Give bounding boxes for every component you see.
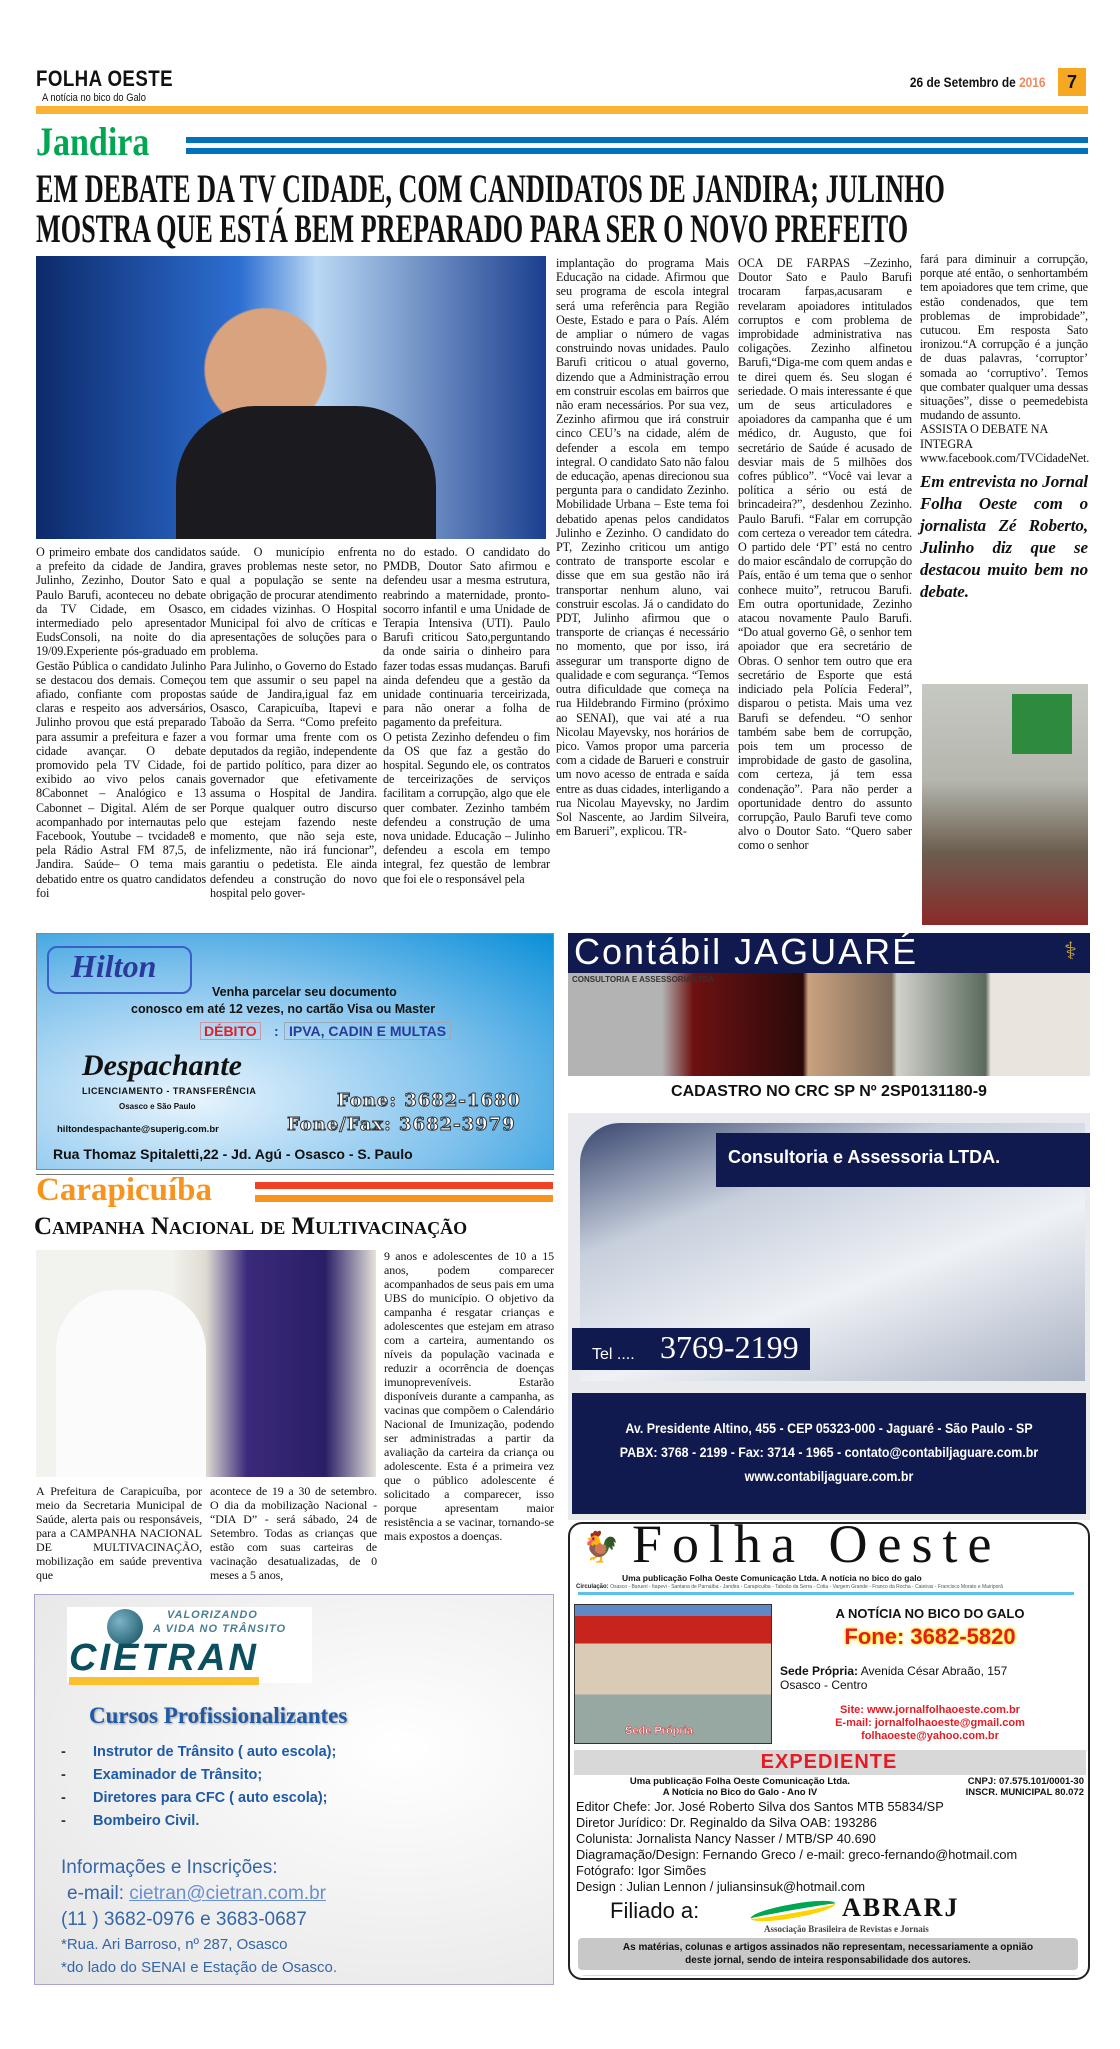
address: Rua Thomaz Spitaletti,22 - Jd. Agú - Osasco - S. Paulo xyxy=(53,1146,413,1162)
paragraph: Para Julinho, o Governo do Estado tem que assumir o seu papel na saúde de Jandira,igual faz em Osasco, Carapicuíba, Itapevi e Taboão da Serra. “Como prefeito vou formar uma frente com os deputados da região, independente de partido político, para dizer ao governador que efetivamente assuma o Hospital de Jandira. Porque qualquer outro discurso que estejam fazendo neste momento, que não seja este, infelizmente, não irá funcionar”, garantiu o pedetista. Ele ainda defendeu a construção do novo hospital pelo gover- xyxy=(210,658,377,900)
section-title-jandira: Jandira xyxy=(36,119,150,164)
tel-label: Tel .... xyxy=(592,1346,635,1363)
wall-painting xyxy=(1012,694,1072,754)
contact[interactable]: PABX: 3768 - 2199 - Fax: 3714 - 1965 - contato@contabiljaguare.com.br xyxy=(619,1445,1039,1460)
web-contacts xyxy=(780,1704,1080,1743)
email[interactable]: hiltondespachante@superig.com.br xyxy=(57,1124,219,1135)
contact-info xyxy=(61,1855,337,1979)
newspaper-tagline: A notícia no bico do Galo xyxy=(42,92,146,104)
ad-text: Venha parcelar seu documento xyxy=(212,985,397,999)
ad-text: conosco em até 12 vezes, no cartão Visa ou Master xyxy=(131,1002,436,1016)
issue-date xyxy=(910,74,1046,90)
crc-number: CADASTRO NO CRC SP Nº 2SP0131180-9 xyxy=(671,1083,987,1100)
page-number: 7 xyxy=(1058,68,1086,96)
article-column-5 xyxy=(738,256,912,853)
banner-photos xyxy=(568,973,1090,1076)
interview-photo xyxy=(922,684,1088,925)
cietran-ad xyxy=(34,1594,554,1985)
article-column-2 xyxy=(210,545,377,900)
photo-label: Sede Própria xyxy=(625,1725,693,1737)
address: *Rua. Ari Barroso, nº 287, Osasco xyxy=(61,1936,288,1953)
contact-lines xyxy=(593,1417,1066,1489)
headline-line-2: MOSTRA QUE ESTÁ BEM PREPARADO PARA SER O NOVO PREFEITO xyxy=(36,206,909,251)
slogan: VALORIZANDO xyxy=(167,1609,258,1621)
company-name: Contábil JAGUARÉ xyxy=(574,933,919,972)
vaccination-photo xyxy=(36,1250,376,1477)
staff-item: Fotógrafo: Igor Simões xyxy=(576,1863,707,1878)
course-item: - Bombeiro Civil. xyxy=(61,1813,200,1829)
headquarters-photo xyxy=(574,1604,772,1744)
circulation-line: Circulação: Osasco - Barueri - Itapevi - Santana de Parnaíba - Jandira - Carapicuíba - Taboão da Serra - Cotia - Vargem Grande - Franco da Rocha - Caieiras - Francisco Morato e Mairiporã xyxy=(576,1584,1003,1590)
services: LICENCIAMENTO - TRANSFERÊNCIA xyxy=(82,1086,257,1096)
phone: Fone: 3682-1680 xyxy=(337,1090,521,1111)
phones: (11 ) 3682-0976 e 3683-0687 xyxy=(61,1909,307,1930)
email-link[interactable]: folhaoeste@yahoo.com.br xyxy=(861,1730,999,1742)
rooster-icon: 🐓 xyxy=(582,1531,620,1564)
courses-title: Cursos Profissionalizantes xyxy=(89,1703,348,1728)
paragraph: O primeiro embate dos candidatos a prefeito da cidade de Jandira, Julinho, Zezinho, Doutor Sato e Paulo Barufi, aconteceu no debate da TV Cidade, em Osasco, intermediado pelo apresentador EudsConsoli, na noite do dia 19/09.Experiente pós-graduado em Gestão Pública o candidato Julinho se destacou dos demais. Começou afiado, confiante com propostas claras e respeito aos adversários, Julinho provou que está preparado para assumir a prefeitura e fazer a cidade avançar. O debate promovido pela TV Cidade, foi exibido ao vivo pelos canais 8Cabonnet – Analógico e 13 Cabonnet – Digital. Além de ser acompanhado por internautas pelo Facebook, Youtube – tvcidade8 e pela Rádio Astral FM 87,5, de Jandira. Saúde– O tema mais debatido entre os quatro candidatos foi xyxy=(36,545,206,900)
expediente-title: EXPEDIENTE xyxy=(760,1751,898,1773)
carapicuiba-headline: Campanha Nacional de Multivacinação xyxy=(34,1213,468,1240)
article-column-c: 9 anos e adolescentes de 10 a 15 anos, podem comparecer acompanhados de seus pais em uma UBS do município. O objetivo da campanha é resgatar crianças e adolescentes que estejam em atraso com a carteira, aumentando os níveis da população vacinada e reduzir a ocorrência de doenças imunopreveníveis. Estarão disponíveis durante a campanha, as vacinas que compõem o Calendário Nacional de Imunização, podendo ser administradas a partir da avaliação da carteira da criança ou adolescente. Esta é a primeira vez que o público adolescente é solicitado a comparecer, isso porque apresentam maior resistência a se vacinar, tornando-se mais expostos a doenças. xyxy=(384,1249,554,1543)
site-link[interactable]: Site: www.jornalfolhaoeste.com.br xyxy=(840,1704,1020,1716)
phone: Fone: 3682-5820 xyxy=(844,1624,1016,1649)
course-list xyxy=(61,1741,336,1833)
slogan: A VIDA NO TRÂNSITO xyxy=(153,1623,287,1635)
address: Av. Presidente Altino, 455 - CEP 05323-000 - Jaguaré - São Paulo - SP xyxy=(625,1421,1033,1436)
course-item: - Instrutor de Trânsito ( auto escola); xyxy=(61,1744,337,1760)
sede: Sede Própria: Avenida César Abraão, 157 Osasco - Centro xyxy=(780,1664,1008,1692)
hilton-ad xyxy=(36,933,554,1170)
header-rule xyxy=(36,106,1088,114)
staff-list xyxy=(576,1799,1017,1895)
article-column-3 xyxy=(383,545,550,886)
article-column-6 xyxy=(920,252,1088,603)
hilton-logo: Hilton xyxy=(47,946,192,994)
company-subtitle: CONSULTORIA E ASSESSORIA LTDA xyxy=(572,975,715,984)
section-rule xyxy=(186,148,1088,154)
newspaper-logo: FOLHA OESTE xyxy=(36,66,173,91)
despachante-logo: Despachante xyxy=(82,1049,242,1082)
paragraph: O petista Zezinho defendeu o fim da OS que faz a gestão do hospital. Segundo ele, os contratos de terceirizações de serviços facilitam a corrupção, algo que ele quer combater. Zezinho também defendeu a construção de uma nova unidade. Educação – Julinho defendeu a escola em tempo integral, fez questão de lembrar que foi ele o responsável pela xyxy=(383,729,550,886)
paragraph: implantação do programa Mais Educação na cidade. Afirmou que seu programa de escola integral será uma referência para Região Oeste, Estado e para o País. Além de ampliar o número de vagas construindo novas unidades. Paulo Barufi criticou o atual governo, dizendo que a Administração errou em construir escolas em bairros que não eram necessários. Por sua vez, Zezinho afirmou que irá construir cinco CEU’s na cidade, além de defender a escola em tempo integral. O candidato Sato não falou de educação, apenas direcionou sua pergunta para o candidato Zezinho. Mobilidade Urbana – Este tema foi debatido apenas pelos candidatos Julinho e Zezinho. O candidato do PT, Zezinho criticou um antigo contrato de transporte escolar e disse que em sua gestão não irá transportar nenhum aluno, vai construir escolas. Já o candidato do PDT, Julinho afirmou que o transporte de crianças é necessário no momento, que por isso, irá assegurar um transporte digno de qualidade e com segurança. “Temos outra dificuldade que começa na rua Hildebrando Firmino (próximo ao SENAI), que vai até a rua Nicolau Mayevsky, nos horários de pico. Vamos propor uma parceria com a cidade de Barueri e construir um novo acesso de entrada e saída entre as duas cidades, interligando a rua Nicolau Mayevsky, no Jardim Sol Nascente, ao Jardim Silveira, em Barueri”, explicou. TR- xyxy=(556,256,729,839)
watch-debate-note: ASSISTA O DEBATE NA INTEGRA xyxy=(920,422,1048,451)
debito-label: DÉBITO xyxy=(200,1022,261,1040)
nurse-shape xyxy=(56,1290,206,1477)
section-rule xyxy=(186,137,1088,143)
paragraph: OCA DE FARPAS –Zezinho, Doutor Sato e Paulo Barufi trocaram farpas,acusaram e revelaram apoiadores intitulados corruptos e com problema de improbidade administrativa nas coligações. Zezinho alfinetou Barufi,“Diga-me com quem andas e te direi quem és. Seu slogan é seriedade. O mais interessante é que um de seus articuladores e apoiadores da campanha que é um médico, dr. Augusto, que foi secretário de Saúde é acusado de desviar mais de 5 milhões dos cofres público”. “Você vai levar a política a sério ou está de brincadeira?”, desdenhou Zezinho. Paulo Barufi. “Falar em corrupção com certeza o vereador tem cátedra. O partido dele ‘PT’ está no centro do maior escândalo de corrupção do País, então é um tema que o senhor conhece muito”, retrucou Barufi. Em outra oportunidade, Zezinho atacou novamente Paulo Barufi. “Do atual governo Gê, o senhor tem apoiador que era secretário de Obras. O senhor tem outro que era secretário de Esporte que está indiciado pela Polícia Federal”, disparou o petista. Mais uma vez Barufi se defendeu. “O senhor também sabe bem de corrupção, pois tem um processo de improbidade de gasto de gasolina, com certeza, já tem essa condenação”. Para não perder a oportunidade dentro do assunto corrupção, Paulo Barufi teve como alvo o Doutor Sato. “Quero saber como o senhor xyxy=(738,256,912,853)
staff-item: Diagramação/Design: Fernando Greco / e-mail: greco-fernando@hotmail.com xyxy=(576,1847,1018,1862)
course-item: - Examinador de Trânsito; xyxy=(61,1767,263,1783)
course-item: - Diretores para CFC ( auto escola); xyxy=(61,1790,328,1806)
staff-item: Colunista: Jornalista Nancy Nasser / MTB/SP 40.690 xyxy=(576,1831,876,1846)
banner-text: Consultoria e Assessoria LTDA. xyxy=(728,1147,1001,1167)
address-note: *do lado do SENAI e Estação de Osasco. xyxy=(61,1959,337,1976)
article-column-b: acontece de 19 a 30 de setembro. O dia da mobilização Nacional - “DIA D” - será sábado, 24 de Setembro. Todas as crianças que estão com suas carteiras de vacinação desatualizadas, de 0 meses a 5 anos, xyxy=(210,1484,377,1582)
publication-info: Uma publicação Folha Oeste Comunicação Ltda. A Notícia no Bico do Galo - Ano IV xyxy=(629,1776,851,1798)
paragraph: fará para diminuir a corrupção, porque até então, o senhortambém tem apoiadores que tem crime, que estão condenados, que tem problemas de improbidade”, cutucou. Em resposta Sato ironizou.“A corrupção é a junção de duas palavras, ‘corruptor’ somada ao ‘corruptivo’. Temos que combater qualquer uma dessas situações”, disse o peemedebista mudando de assunto. xyxy=(920,252,1088,423)
date-year: 2016 xyxy=(1019,74,1046,90)
article-column-1 xyxy=(36,545,206,900)
date-prefix: 26 de Setembro de xyxy=(910,74,1020,90)
separator: : xyxy=(274,1023,279,1039)
section-rule xyxy=(255,1195,553,1202)
blue-rule xyxy=(578,1592,1074,1595)
paragraph: no do estado. O candidato do PMDB, Doutor Sato afirmou e defendeu usar a mesma estrutura, reabrindo a maternidade, pronto-socorro infantil e uma Unidade de Terapia Intensiva (UTI). Paulo Barufi criticou Sato,perguntando da onde sairia o dinheiro para fazer todas essas mudanças. Barufi ainda defendeu que a gestão da unidade continuaria terceirizada, para não onerar a folha de pagamento da prefeitura. xyxy=(383,545,550,730)
folha-oeste-logo: Folha Oeste xyxy=(632,1522,1002,1574)
abrarj-fullname: Associação Brasileira de Revistas e Jornais xyxy=(764,1924,929,1934)
folha-oeste-ad xyxy=(568,1522,1090,1980)
facebook-link[interactable]: www.facebook.com/TVCidadeNet. xyxy=(920,450,1090,465)
debito-items: IPVA, CADIN E MULTAS xyxy=(284,1022,451,1040)
abrarj-logo: ABRARJ xyxy=(842,1893,960,1922)
email-label: e-mail: xyxy=(67,1883,125,1904)
email-link[interactable]: cietran@cietran.com.br xyxy=(129,1883,326,1904)
disclaimer: As matérias, colunas e artigos assinados não representam, necessariamente a opnião deste jornal, sendo de inteira responsabilidade dos autores. xyxy=(578,1938,1078,1970)
staff-item: Editor Chefe: Jor. José Roberto Silva dos Santos MTB 55834/SP xyxy=(576,1799,944,1814)
tel-number: 3769-2199 xyxy=(660,1329,799,1365)
slogan: A NOTÍCIA NO BICO DO GALO xyxy=(835,1606,1025,1621)
email-link[interactable]: E-mail: jornalfolhaoeste@gmail.com xyxy=(835,1717,1025,1729)
region: Osasco e São Paulo xyxy=(119,1102,196,1111)
candidate-photo xyxy=(36,256,546,539)
cietran-logo: CIETRAN xyxy=(69,1639,259,1685)
article-column-4 xyxy=(556,256,729,838)
caduceus-icon: ⚕ xyxy=(1064,939,1077,965)
publisher-line: Uma publicação Folha Oeste Comunicação Ltda. A notícia no bico do galo xyxy=(622,1573,922,1583)
article-column-a: A Prefeitura de Carapicuíba, por meio da Secretaria Municipal de Saúde, alerta pais ou responsáveis, para a CAMPANHA NACIONAL DE MULTIVACINAÇÃO, mobilização em saúde preventiva que xyxy=(36,1484,202,1582)
staff-item: Design : Julian Lennon / juliansinsuk@hotmail.com xyxy=(576,1879,865,1894)
contabil-jaguare-ad xyxy=(568,933,1090,1520)
interview-caption: Em entrevista no Jornal Folha Oeste com o jornalista Zé Roberto, Julinho diz que se destacou muito bem no debate. xyxy=(920,472,1088,602)
website[interactable]: www.contabiljaguare.com.br xyxy=(744,1469,914,1484)
section-title-carapicuiba: Carapicuíba xyxy=(36,1172,213,1208)
info-title: Informações e Inscrições: xyxy=(61,1857,278,1878)
filiado-label: Filiado a: xyxy=(610,1898,700,1923)
staff-item: Diretor Jurídico: Dr. Reginaldo da Silva OAB: 193286 xyxy=(576,1815,877,1830)
registration-info: CNPJ: 07.575.101/0001-30 INSCR. MUNICIPAL 80.072 xyxy=(965,1776,1084,1798)
headline-line-1: EM DEBATE DA TV CIDADE, COM CANDIDATOS DE JANDIRA; JULINHO xyxy=(36,166,945,211)
fax: Fone/Fax: 3682-3979 xyxy=(287,1114,516,1135)
paragraph: saúde. O município enfrenta graves problemas neste setor, no qual a população se sente na obrigação de procurar atendimento em cidades vizinhas. O Hospital Municipal foi alvo de críticas e apresentações de soluções para o problema. xyxy=(210,545,377,659)
section-rule xyxy=(255,1182,553,1189)
suit-shape xyxy=(176,406,436,539)
